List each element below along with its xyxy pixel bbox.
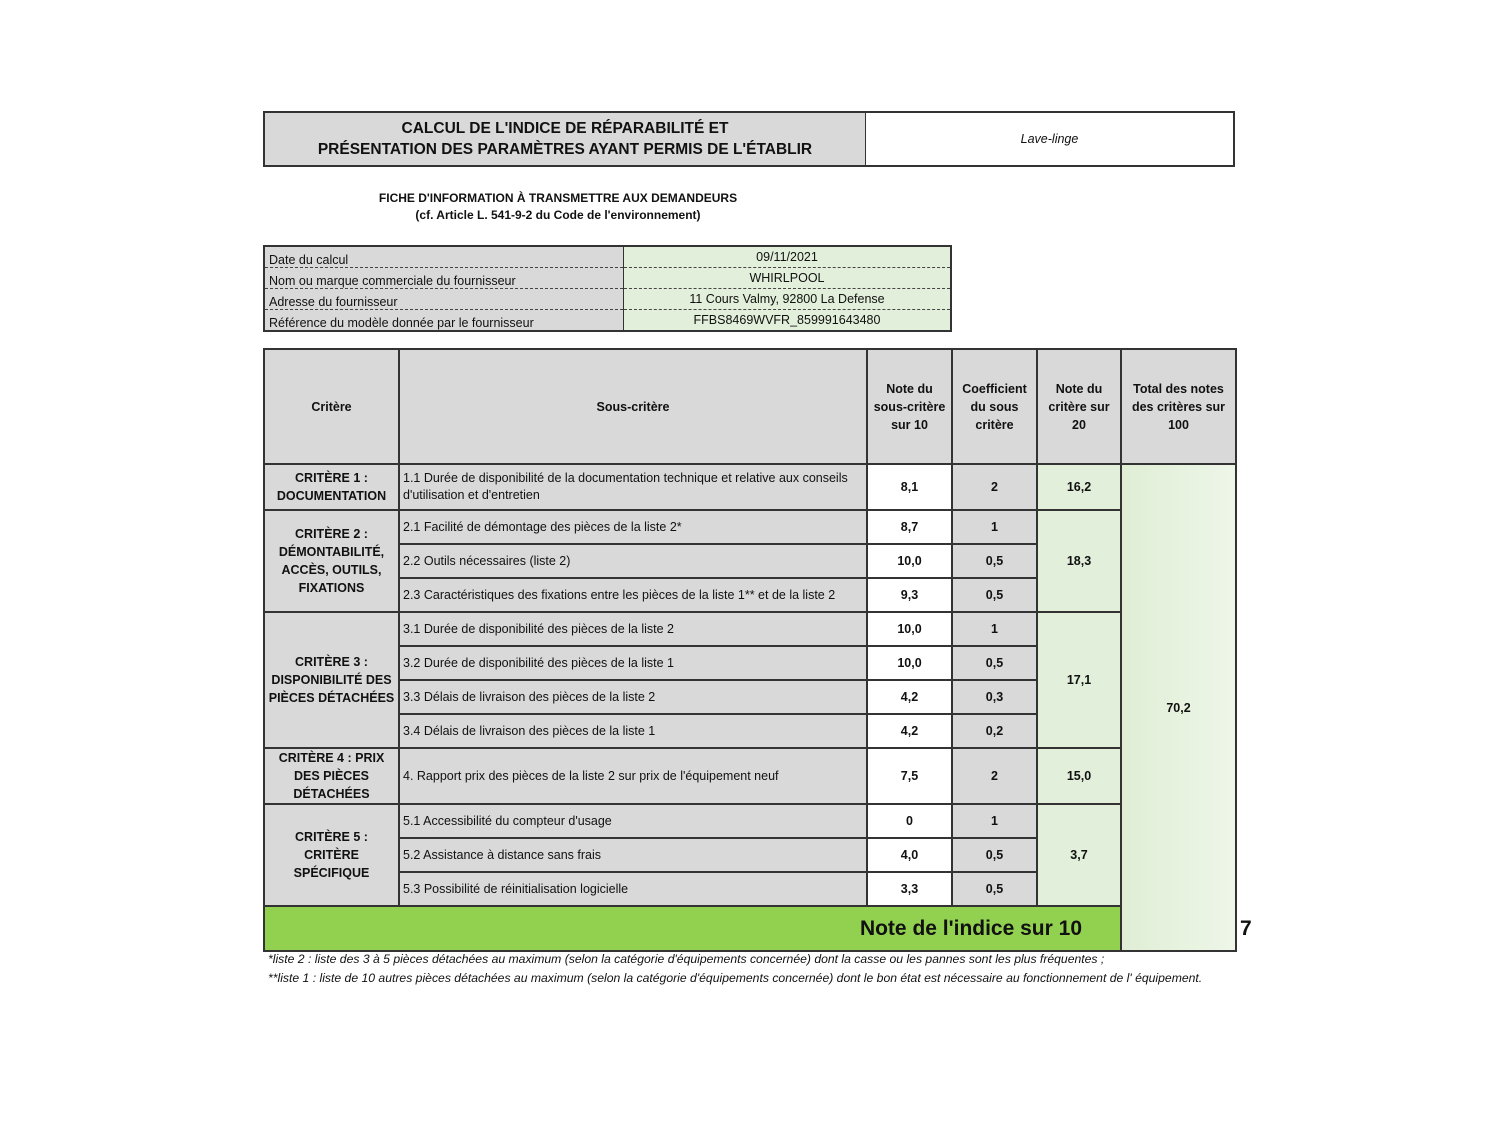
table-header-row (264, 349, 1236, 464)
criterion-score: 15,0 (1037, 748, 1121, 804)
footnote-2: **liste 1 : liste de 10 autres pièces détachées au maximum (selon la catégorie d'équipements concernée) dont le bon état est nécessaire au fonctionnement de l' équipement. (268, 971, 1203, 985)
sub-criterion-label: 3.1 Durée de disponibilité des pièces de la liste 2 (399, 612, 867, 646)
info-row (264, 310, 951, 332)
page-title (263, 111, 867, 167)
sub-criterion-note: 7,5 (867, 748, 952, 804)
sub-criterion-coef: 0,5 (952, 544, 1037, 578)
col-header-sous-critere: Sous-critère (399, 349, 867, 464)
col-header-critere: Critère (264, 349, 399, 464)
info-row (264, 246, 951, 268)
col-header-total: Total des notes des critères sur 100 (1121, 349, 1236, 464)
supplier-info-table (263, 245, 952, 332)
final-score-row: Note de l'indice sur 10 7 (264, 906, 1236, 951)
fiche-line-2: (cf. Article L. 541-9-2 du Code de l'environnement) (415, 208, 701, 222)
sub-criterion-label: 3.2 Durée de disponibilité des pièces de la liste 1 (399, 646, 867, 680)
sub-criterion-note: 8,7 (867, 510, 952, 544)
repairability-table (263, 348, 1252, 952)
sub-criterion-coef: 2 (952, 464, 1037, 510)
table-row (264, 748, 1236, 804)
criterion-name: CRITÈRE 5 : CRITÈRE SPÉCIFIQUE (264, 804, 399, 906)
sub-criterion-label: 2.1 Facilité de démontage des pièces de la liste 2* (399, 510, 867, 544)
fiche-heading (263, 190, 853, 224)
info-value: FFBS8469WVFR_859991643480 (624, 310, 952, 332)
title-line-2: PRÉSENTATION DES PARAMÈTRES AYANT PERMIS DE L'ÉTABLIR (317, 141, 813, 158)
col-header-note-critere: Note du critère sur 20 (1037, 349, 1121, 464)
sub-criterion-label: 3.3 Délais de livraison des pièces de la liste 2 (399, 680, 867, 714)
sub-criterion-label: 5.3 Possibilité de réinitialisation logicielle (399, 872, 867, 906)
sub-criterion-coef: 2 (952, 748, 1037, 804)
fiche-line-1: FICHE D'INFORMATION À TRANSMETTRE AUX DEMANDEURS (378, 191, 738, 205)
info-label: Date du calcul (264, 246, 624, 268)
info-row (264, 289, 951, 310)
sub-criterion-note: 4,0 (867, 838, 952, 872)
title-line-1: CALCUL DE L'INDICE DE RÉPARABILITÉ ET (401, 120, 729, 137)
total-score: 70,2 (1121, 464, 1236, 951)
col-header-coefficient: Coefficient du sous critère (952, 349, 1037, 464)
col-header-note-sous-critere: Note du sous-critère sur 10 (867, 349, 952, 464)
sub-criterion-label: 2.3 Caractéristiques des fixations entre les pièces de la liste 1** et de la liste 2 (399, 578, 867, 612)
table-row (264, 510, 1236, 544)
sub-criterion-note: 0 (867, 804, 952, 838)
sub-criterion-label: 5.1 Accessibilité du compteur d'usage (399, 804, 867, 838)
final-score-label: Note de l'indice sur 10 (264, 906, 1121, 951)
sub-criterion-note: 4,2 (867, 680, 952, 714)
info-value: 09/11/2021 (624, 246, 952, 268)
criterion-score: 17,1 (1037, 612, 1121, 748)
sub-criterion-coef: 0,2 (952, 714, 1037, 748)
table-row (264, 464, 1236, 510)
product-type: Lave-linge (866, 111, 1235, 167)
sub-criterion-coef: 0,5 (952, 578, 1037, 612)
info-row (264, 268, 951, 289)
sub-criterion-note: 8,1 (867, 464, 952, 510)
sub-criterion-note: 3,3 (867, 872, 952, 906)
info-label: Référence du modèle donnée par le fournisseur (264, 310, 624, 332)
sub-criterion-coef: 0,5 (952, 646, 1037, 680)
footnotes (268, 950, 1228, 988)
sub-criterion-note: 10,0 (867, 544, 952, 578)
criterion-name: CRITÈRE 2 : DÉMONTABILITÉ, ACCÈS, OUTILS, FIXATIONS (264, 510, 399, 612)
criterion-name: CRITÈRE 3 : DISPONIBILITÉ DES PIÈCES DÉTACHÉES (264, 612, 399, 748)
sub-criterion-note: 10,0 (867, 646, 952, 680)
sub-criterion-label: 2.2 Outils nécessaires (liste 2) (399, 544, 867, 578)
sub-criterion-note: 4,2 (867, 714, 952, 748)
info-label: Adresse du fournisseur (264, 289, 624, 310)
table-row (264, 612, 1236, 646)
criterion-score: 16,2 (1037, 464, 1121, 510)
sub-criterion-note: 9,3 (867, 578, 952, 612)
criterion-score: 3,7 (1037, 804, 1121, 906)
sub-criterion-coef: 0,3 (952, 680, 1037, 714)
info-value: 11 Cours Valmy, 92800 La Defense (624, 289, 952, 310)
sub-criterion-coef: 0,5 (952, 838, 1037, 872)
criterion-score: 18,3 (1037, 510, 1121, 612)
info-value: WHIRLPOOL (624, 268, 952, 289)
sub-criterion-label: 1.1 Durée de disponibilité de la documentation technique et relative aux conseils d'utilisation et d'entretien (399, 464, 867, 510)
sub-criterion-label: 3.4 Délais de livraison des pièces de la liste 1 (399, 714, 867, 748)
info-label: Nom ou marque commerciale du fournisseur (264, 268, 624, 289)
sub-criterion-label: 5.2 Assistance à distance sans frais (399, 838, 867, 872)
sub-criterion-coef: 1 (952, 612, 1037, 646)
sub-criterion-coef: 1 (952, 510, 1037, 544)
table-row (264, 804, 1236, 838)
criterion-name: CRITÈRE 1 : DOCUMENTATION (264, 464, 399, 510)
footnote-1: *liste 2 : liste des 3 à 5 pièces détachées au maximum (selon la catégorie d'équipements concernée) dont la casse ou les pannes sont les plus fréquentes ; (268, 952, 1105, 966)
sub-criterion-note: 10,0 (867, 612, 952, 646)
sub-criterion-coef: 1 (952, 804, 1037, 838)
criterion-name: CRITÈRE 4 : PRIX DES PIÈCES DÉTACHÉES (264, 748, 399, 804)
sub-criterion-label: 4. Rapport prix des pièces de la liste 2 sur prix de l'équipement neuf (399, 748, 867, 804)
sub-criterion-coef: 0,5 (952, 872, 1037, 906)
